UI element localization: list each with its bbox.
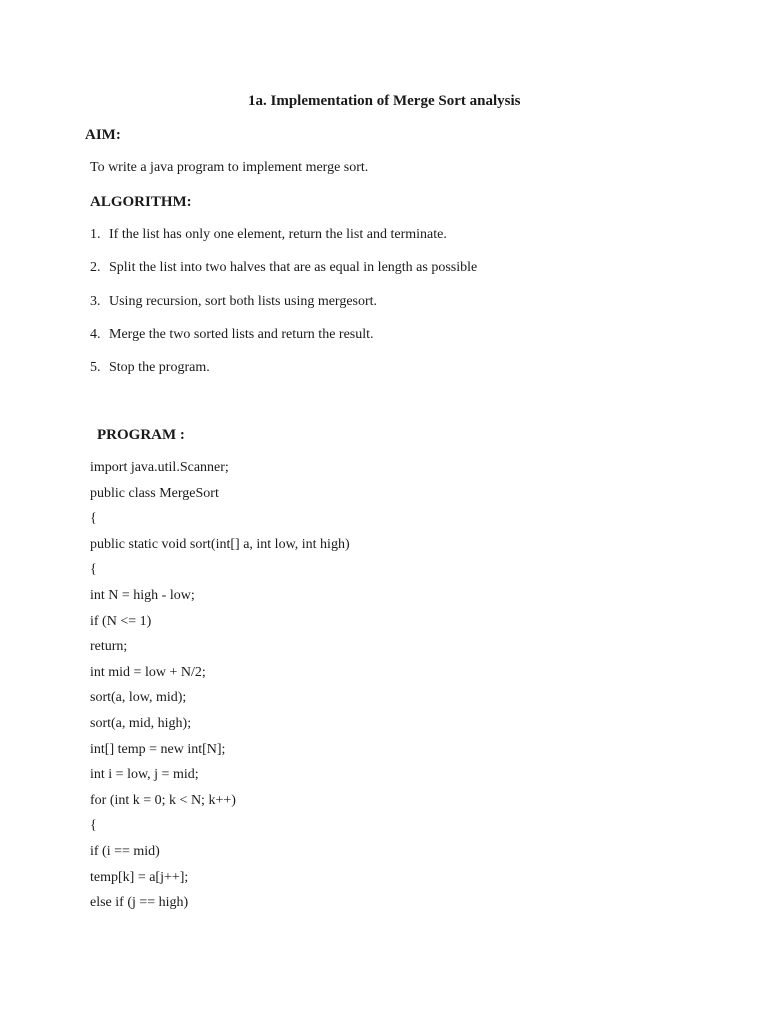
step-text: Merge the two sorted lists and return the result. xyxy=(109,326,374,342)
code-line: sort(a, mid, high); xyxy=(90,715,192,731)
algorithm-step xyxy=(90,227,477,260)
code-line: return; xyxy=(90,639,128,655)
code-line: { xyxy=(90,562,97,578)
algorithm-step xyxy=(90,327,477,360)
algorithm-step xyxy=(90,260,477,293)
step-text: Using recursion, sort both lists using mergesort. xyxy=(109,293,378,309)
step-number: 5. xyxy=(90,360,101,376)
algorithm-step xyxy=(90,360,477,393)
code-line: temp[k] = a[j++]; xyxy=(90,869,189,885)
step-number: 4. xyxy=(90,326,101,342)
step-number: 3. xyxy=(90,293,101,309)
step-text: Stop the program. xyxy=(109,360,210,376)
code-line: int mid = low + N/2; xyxy=(90,664,206,680)
code-line: public class MergeSort xyxy=(90,485,219,501)
code-line: { xyxy=(90,511,97,527)
code-line: if (N <= 1) xyxy=(90,613,152,629)
code-line: int[] temp = new int[N]; xyxy=(90,741,226,757)
aim-heading: AIM: xyxy=(85,127,121,143)
code-line: int i = low, j = mid; xyxy=(90,767,199,783)
step-number: 1. xyxy=(90,227,101,242)
code-line: { xyxy=(90,818,97,834)
code-line: public static void sort(int[] a, int low, int high) xyxy=(90,536,350,552)
code-line: if (i == mid) xyxy=(90,843,160,859)
code-line: int N = high - low; xyxy=(90,587,195,603)
algorithm-step xyxy=(90,294,477,327)
algorithm-heading: ALGORITHM: xyxy=(90,194,192,210)
step-text: Split the list into two halves that are as equal in length as possible xyxy=(109,260,478,276)
document-title: 1a. Implementation of Merge Sort analysis xyxy=(248,93,521,109)
code-line: import java.util.Scanner; xyxy=(90,460,229,475)
algorithm-steps xyxy=(90,227,477,393)
code-line: sort(a, low, mid); xyxy=(90,690,187,706)
step-number: 2. xyxy=(90,260,101,276)
program-heading: PROGRAM : xyxy=(97,427,185,443)
code-line: for (int k = 0; k < N; k++) xyxy=(90,792,236,808)
program-code xyxy=(90,460,350,921)
step-text: If the list has only one element, return the list and terminate. xyxy=(109,227,447,242)
aim-text: To write a java program to implement merge sort. xyxy=(90,160,369,175)
code-line: else if (j == high) xyxy=(90,895,189,911)
